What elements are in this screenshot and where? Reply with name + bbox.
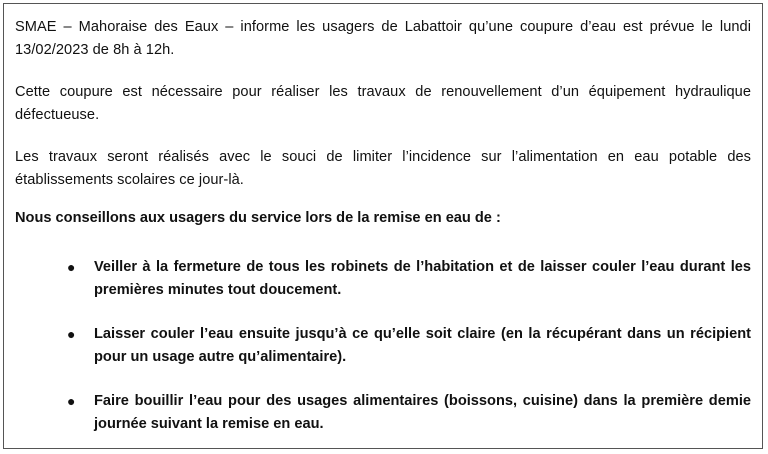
bullet-icon: ●: [67, 259, 76, 275]
water-cut-notice: [3, 3, 763, 449]
advice-item-text: Faire bouillir l’eau pour des usages alimentaires (boissons, cuisine) dans la première demie journée suivant la remise en eau.: [94, 393, 751, 432]
notice-announcement-paragraph: SMAE – Mahoraise des Eaux – informe les usagers de Labattoir qu’une coupure d’eau est prévue le lundi 13/02/2023 de 8h à 12h.: [15, 19, 751, 58]
list-item: [15, 323, 751, 369]
list-item: [15, 256, 751, 302]
notice-reason-paragraph: Cette coupure est nécessaire pour réaliser les travaux de renouvellement d’un équipement hydraulique défectueuse.: [15, 84, 751, 123]
advice-list: [15, 256, 751, 436]
advice-item-text: Laisser couler l’eau ensuite jusqu’à ce qu’elle soit claire (en la récupérant dans un récipient pour un usage autre qu’alimentaire).: [94, 326, 751, 365]
notice-schools-paragraph: Les travaux seront réalisés avec le souci de limiter l’incidence sur l’alimentation en eau potable des établissements scolaires ce jour-là.: [15, 149, 751, 188]
advice-heading: Nous conseillons aux usagers du service lors de la remise en eau de :: [15, 210, 501, 226]
list-item: [15, 390, 751, 436]
bullet-icon: ●: [67, 326, 76, 342]
bullet-icon: ●: [67, 393, 76, 409]
advice-item-text: Veiller à la fermeture de tous les robinets de l’habitation et de laisser couler l’eau durant les premières minutes tout doucement.: [94, 259, 751, 298]
